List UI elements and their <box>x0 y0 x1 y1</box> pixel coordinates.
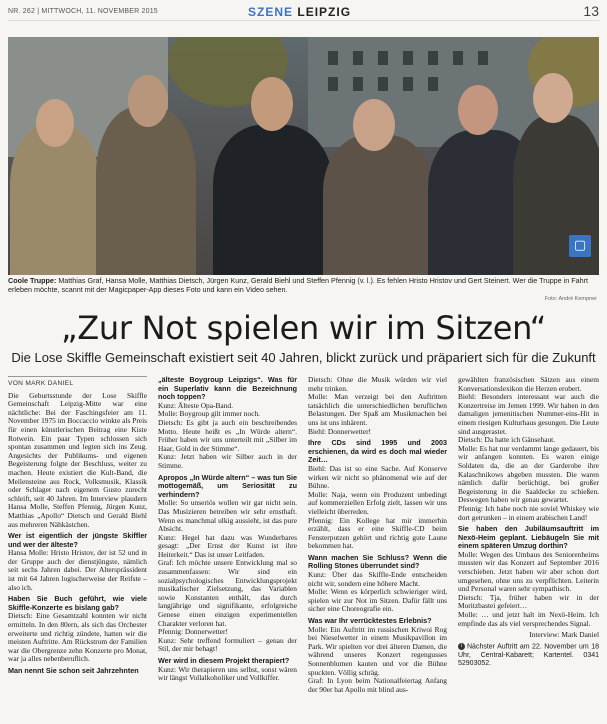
photo-window <box>428 77 438 91</box>
photo-head <box>251 77 293 131</box>
answer: Kunz: Älteste Opa-Band. Molle: Boygroup gilt immer noch. Dietsch: Es gibt ja auch ein beschreibendes Motto. Heute heißt es „In Würde altern“. Früher haben wir uns unterteilt mit „Silber im Haar, Gold in der Stimme“. Kunz: Jetzt haben wir Silber auch in der Stimme. <box>158 400 297 470</box>
photo-head <box>533 73 573 123</box>
interview-credit: Interview: Mark Daniel <box>529 630 599 640</box>
page-header <box>8 3 599 21</box>
answer: Hansa Molle: Hristo Hristov, der ist 52 und in der Gruppe auch der dienstjüngste, nämlich seit sechs Jahren dabei. Der Altersprässident ist mit 64 Jahren logischerweise der Reifste – also ich. <box>8 548 147 592</box>
photo-window <box>428 51 438 65</box>
photo-window <box>453 51 463 65</box>
answer: Kunz: Wir therapieren uns selbst, sonst wären wir längst Vollalkoholiker und Vollkiffer. <box>158 664 297 683</box>
caption-text: Matthias Graf, Hansa Molle, Matthias Dietsch, Jürgen Kunz, Gerald Biehl und Steffen Pfennig (v. l.). Es fehlen Hristo Hristov und Gert Steinert. Wer die Truppe in Fahrt erleben möchte, scannt mit der Magicpaper-App dieses Foto und kann ein Video sehen. <box>8 276 589 294</box>
answer: Dietsch: Eine Gesamtzahl konnten wir nicht ermitteln. In den 80ern, als sich das Orchester erweiterte und richtig zündete, hatten wir die meisten Auftritte. Am Rückstrom der Familien war die Obergrenze zehn Konzerte pro Monat, war ja alles nebenberuflich. <box>8 611 147 664</box>
article-body <box>8 376 599 720</box>
section-title <box>248 5 351 19</box>
band-photo[interactable] <box>8 37 599 275</box>
question: Sie haben den Jubiläumsauftritt im Nexö-Heim geplant. Liebäugeln Sie mit einem späteren Umzug dorthin? <box>458 524 599 551</box>
photo-window <box>403 77 413 91</box>
photo-window <box>328 51 338 65</box>
column-3 <box>308 376 447 720</box>
question: Was war Ihr verrücktestes Erlebnis? <box>308 616 432 626</box>
magicpaper-app-icon[interactable]: ▢ <box>569 235 591 257</box>
photo-head <box>353 99 395 151</box>
answer: Molle: Wegen des Umbaus des Seniorenheims mussten wir das Konzert auf September 2016 verschieben. Jetzt haben wir aber schon dort umgesehen, ohne uns zu verpflichten. Leiterin und Personal waren sehr sympathisch. Dietsch: Tja, früher haben wir in der Moritzbastei gefeiert… Molle: … und jetzt halt im Nexö-Heim. Ich empfinde das als viel versprechendes Signal. <box>458 549 599 628</box>
photo-head <box>458 85 498 135</box>
page-number: 13 <box>583 3 599 19</box>
column-2 <box>158 376 297 720</box>
photo-person <box>213 125 333 275</box>
section-title-a: SZENE <box>248 5 294 19</box>
issue-meta: NR. 262 | MITTWOCH, 11. NOVEMBER 2015 <box>8 8 158 15</box>
column-4 <box>458 376 599 720</box>
photo-head <box>128 75 168 127</box>
photo-window <box>403 51 413 65</box>
section-title-b: LEIPZIG <box>297 5 352 19</box>
next-show-note <box>458 643 599 669</box>
answer: Kunz: Über das Skiffle-Ende entscheiden nicht wir, sondern eine höhere Macht. Molle: Wenn es körperlich schwieriger wird, spielen wir zur Not im Sitzen. Dafür fällt uns sicher eine Choreografie ein. <box>308 570 447 614</box>
info-icon: i <box>458 643 465 650</box>
photo-person <box>10 125 100 275</box>
question: Apropos „In Würde altern“ – was tun Sie mottogemäß, um Seriosität zu verhindern? <box>158 472 297 499</box>
question: Wer wird in diesem Projekt therapiert? <box>158 656 290 665</box>
photo-window <box>328 77 338 91</box>
photo-window <box>378 77 388 91</box>
answer: gewählten französischen Sätzen aus einem Konversationslexikon die Herzen erobert. Biehl: Besonders interessant war auch die Konzertreise im Jemen 1999. Wir haben in den damaligen jemenitischen Nummer-eins-Hit in einem riesigen Kulturhaus gesungen. Die Leute sind ausgerastet. Dietsch: Da hatte ich Gänsehaut. Molle: Es hat nur verdammt lange gedauert, bis wir anfangen konnten. Es waren einige Soldaten da, die an der Garderobe ihre Kalaschnikows abgeben mussten. Die waren nämlich dafür berüchtigt, bei großer Begeisterung in die Saaldecke zu schießen. Deswegen haben wir genau gewartet. Pfennig: Ich habe noch nie soviel Whiskey wie dort getrunken – in einem arabischen Land! <box>458 376 599 522</box>
question: Wer ist eigentlich der jüngste Skiffler und wer der älteste? <box>8 531 147 549</box>
intro-paragraph: Die Geburtsstunde der Lose Skiffle Gemeinschaft Leipzig-Mitte war eine nächtliche: Bei der Faschingsfeier am 11. November 1975 im Boccaccio winkte als Preis für einen künstlerischen Beitrag eine Kiste Rotwein. Ein paar Typen schlossen sich spontan zusammen und legten sich ins Zeug. Angesichts der Publikums- und eigenen Begeisterung folgte der Beschluss, weiter zu machen. Heute existiert die Kult-Band, die Meilensteine aus Rock, Volksmusik, Klassik oder Schlager nach eigenem Gusto zurecht schleift, seit 40 Jahren. Im Interview plaudern Hansa Molle, Steffen Pfennig, Jürgen Kunz, Matthias „Apollo“ Dietsch und Gerald Biehl aus mehreren Nähkästchen. <box>8 390 147 529</box>
photo-window <box>353 51 363 65</box>
answer: Molle: Ein Auftritt im russischen Kriwoi Rog bei Nieselwetter in einem Musikpavillon im Park. Wir spielten vor drei älteren Damen, die während unseres Konzert regengusses Sonnenblumen kauten und vor die Bühne spuckten. Völlig schräg. Graf: In Lyon beim Nationalfeiertag Anfang der 90er hat Apollo mit blind aus- <box>308 624 447 694</box>
photo-caption <box>8 276 599 294</box>
answer: Dietsch: Ohne die Musik würden wir viel mehr trinken. Molle: Man verzeigt bei den Auftritten tatsächlich die unterschiedlichen beruflichen Belastungen. Der Spaß am Musikmachen bei uns ist uns inhärent. Biehl: Donnerwetter! <box>308 376 447 436</box>
question: „älteste Boygroup Leipzigs“. Was für ein Superlativ kann die Bezeichnung noch toppen? <box>158 376 297 402</box>
photo-credit: Foto: André Kempner <box>544 296 597 302</box>
photo-window <box>478 51 488 65</box>
answer: Molle: So unseriös wollen wir gar nicht sein. Das Musizieren betreiben wir sehr ernsthaft. Wenn es manchmal ulkig aussieht, ist das pure Absicht. Kunz: Hegel hat dazu was Wunderbares gesagt: „Der Ernst der Kunst ist ihre Heiterkeit.“ Das ist unser Leitfaden. Graf: Ich möchte unsere Entwicklung mal so zusammenfassen: Wir sind ein sozialpsychologisches Entwicklungsprojekt musikalischer Zielsetzung, das Variablen sowie Konstanten enthält, das durch langjährige und signifikante, erfolgreiche Genese einen einzigen experimentellen Charakter verloren hat. Pfennig: Donnerwetter! Kunz: Sehr treffend formuliert – genau der Stil, der mir behagt! <box>158 498 297 654</box>
article-subheadline: Die Lose Skiffle Gemeinschaft existiert seit 40 Jahren, blickt zurück und präpariert sich für die Zukunft <box>11 350 596 365</box>
question: Ihre CDs sind 1995 und 2003 erschienen, da wird es doch mal wieder Zeit… <box>308 438 447 465</box>
photo-person <box>323 135 433 275</box>
photo-window <box>378 51 388 65</box>
photo-head <box>36 99 74 147</box>
next-show-text: Nächster Auftritt am 22. November um 18 Uhr, Central-Kabarett; Kartentel. 0341 52903052. <box>458 643 599 668</box>
answer: Biehl: Das ist so eine Sache. Auf Konserve wirken wir nicht so phänomenal wie auf der Bühne. Molle: Naja, wenn ein Produzent unbedingt auf kommerziellen Erfolg zielt, lassen wir uns vielleicht überreden. Pfennig: Ein Kollege hat mir immerhin erzählt, dass er eine Skiffle-CD beim Fensterputzen gehört und richtig gute Laune bekommen hat. <box>308 463 447 551</box>
article-headline: „Zur Not spielen wir im Sitzen“ <box>60 309 547 347</box>
question: Haben Sie Buch geführt, wie viele Skiffle-Konzerte es bislang gab? <box>8 594 147 612</box>
caption-lead: Coole Truppe: <box>8 276 57 285</box>
column-1 <box>8 376 147 720</box>
question: Man nennt Sie schon seit Jahrzehnten <box>8 666 139 675</box>
question: Wann machen Sie Schluss? Wenn die Rolling Stones überrundet sind? <box>308 552 447 571</box>
photo-window <box>353 77 363 91</box>
byline: VON MARK DANIEL <box>8 376 147 389</box>
photo-person <box>96 107 196 275</box>
